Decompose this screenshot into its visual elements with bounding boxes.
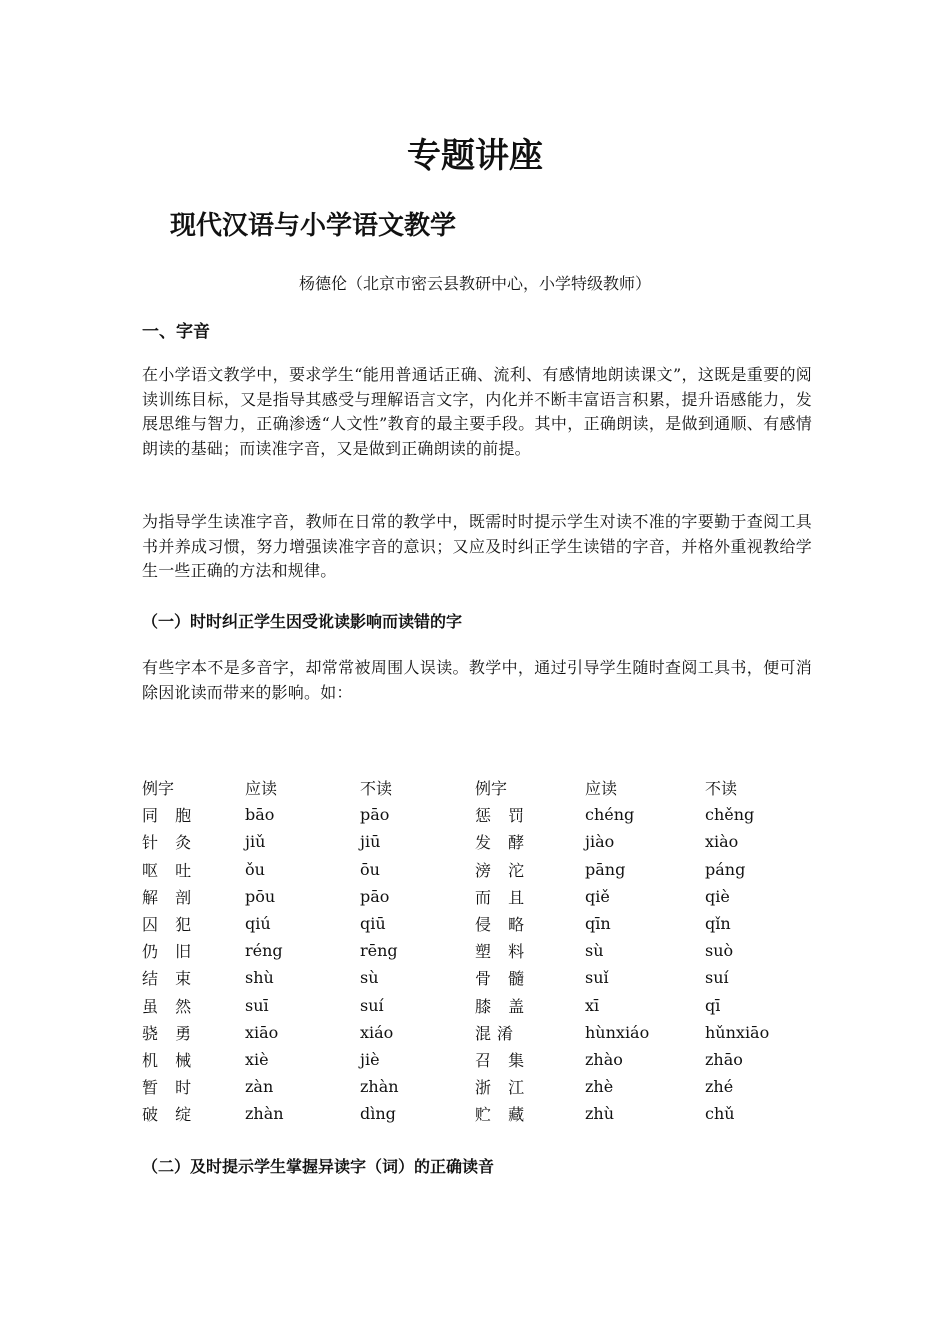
table-row: [142, 910, 815, 937]
incorrect-reading: jiū: [360, 832, 381, 852]
correct-reading: bāo: [245, 805, 275, 825]
incorrect-reading: suí: [360, 995, 384, 1015]
table-header-row: [142, 774, 815, 801]
section-heading-pronunciation: 一、字音: [142, 322, 210, 342]
example-word: 囚 犯: [142, 915, 198, 935]
incorrect-reading: chǔ: [705, 1104, 735, 1124]
incorrect-reading: zhàn: [360, 1077, 399, 1097]
example-word: 塑 料: [475, 942, 531, 962]
table-row: [142, 856, 815, 883]
correct-reading: pāng: [585, 859, 626, 879]
correct-reading: xiāo: [245, 1022, 279, 1042]
example-word: 骁 勇: [142, 1023, 198, 1043]
example-word: 浙 江: [475, 1078, 531, 1098]
incorrect-reading: qiū: [360, 914, 386, 934]
table-row: [142, 964, 815, 991]
table-row: [142, 883, 815, 910]
example-word: 惩 罚: [475, 806, 531, 826]
correct-reading: xī: [585, 995, 600, 1015]
incorrect-reading: rēng: [360, 941, 398, 961]
column-header-incorrect: 不读: [360, 779, 393, 799]
subheading-misreading: （一）时时纠正学生因受讹读影响而读错的字: [142, 612, 463, 631]
subheading-variant-readings: （二）及时提示学生掌握异读字（词）的正确读音: [142, 1157, 495, 1176]
example-word: 侵 略: [475, 915, 531, 935]
correct-reading: shù: [245, 968, 274, 988]
example-word: 针 灸: [142, 833, 198, 853]
document-title: 专题讲座: [407, 136, 543, 176]
table-row: [142, 937, 815, 964]
column-header-example: 例字: [142, 779, 175, 799]
incorrect-reading: sù: [360, 968, 379, 988]
incorrect-reading: dìng: [360, 1104, 396, 1124]
table-row: [142, 1046, 815, 1073]
table-row: [142, 1019, 815, 1046]
example-word: 破 绽: [142, 1105, 198, 1125]
correct-reading: zhù: [585, 1104, 615, 1124]
incorrect-reading: xiào: [705, 832, 739, 852]
document-subtitle: 现代汉语与小学语文教学: [170, 211, 457, 241]
incorrect-reading: chěng: [705, 805, 755, 825]
correct-reading: réng: [245, 941, 283, 961]
example-word: 发 酵: [475, 833, 531, 853]
incorrect-reading: pāo: [360, 805, 390, 825]
example-word: 解 剖: [142, 887, 198, 907]
table-row: [142, 992, 815, 1019]
correct-reading: suī: [245, 995, 269, 1015]
correct-reading: zhàn: [245, 1104, 284, 1124]
incorrect-reading: suí: [705, 968, 729, 988]
incorrect-reading: pāo: [360, 886, 390, 906]
correct-reading: qiú: [245, 914, 271, 934]
incorrect-reading: xiáo: [360, 1022, 394, 1042]
example-word: 同 胞: [142, 806, 198, 826]
correct-reading: qīn: [585, 914, 611, 934]
table-row: [142, 1100, 815, 1127]
incorrect-reading: zhāo: [705, 1049, 743, 1069]
correct-reading: jiǔ: [245, 832, 266, 852]
correct-reading: suǐ: [585, 968, 609, 988]
correct-reading: qiě: [585, 886, 610, 906]
example-word: 而 且: [475, 887, 531, 907]
correct-reading: sù: [585, 941, 604, 961]
column-header-correct: 应读: [245, 779, 278, 799]
incorrect-reading: jiè: [360, 1049, 380, 1069]
correct-reading: ǒu: [245, 859, 265, 879]
incorrect-reading: qī: [705, 995, 721, 1015]
paragraph-intro: 在小学语文教学中，要求学生“能用普通话正确、流利、有感情地朗读课文”，这既是重要的阅读训练目标，又是指导其感受与理解语言文字，内化并不断丰富语言积累，提升语感能力，发展思维与智力，正确渗透“人文性”教育的最主要手段。其中，正确朗读，是做到通顺、有感情朗读的基础；而读准字音，又是做到正确朗读的前提。: [142, 365, 812, 458]
example-word: 暂 时: [142, 1078, 198, 1098]
column-header-incorrect: 不读: [705, 779, 738, 799]
correct-reading: jiào: [585, 832, 615, 852]
correct-reading: zàn: [245, 1077, 274, 1097]
paragraph-guidance: 为指导学生读准字音，教师在日常的教学中，既需时时提示学生对读不准的字要勤于查阅工具书并养成习惯，努力增强读准字音的意识；又应及时纠正学生读错的字音，并格外重视教给学生一些正确的方法和规律。: [142, 512, 812, 580]
incorrect-reading: zhé: [705, 1077, 734, 1097]
example-word: 呕 吐: [142, 860, 198, 880]
example-word: 混淆: [475, 1023, 520, 1043]
correct-reading: zhè: [585, 1077, 614, 1097]
incorrect-reading: qiè: [705, 886, 730, 906]
example-word: 结 束: [142, 969, 198, 989]
example-word: 骨 髓: [475, 969, 531, 989]
incorrect-reading: hǔnxiāo: [705, 1022, 770, 1042]
example-word: 虽 然: [142, 996, 198, 1016]
author-line: 杨德伦（北京市密云县教研中心，小学特级教师）: [298, 274, 651, 293]
paragraph-misreading: 有些字本不是多音字，却常常被周围人误读。教学中，通过引导学生随时查阅工具书，便可消除因讹读而带来的影响。如：: [142, 658, 812, 702]
pronunciation-table: [142, 774, 815, 1127]
example-word: 召 集: [475, 1050, 531, 1070]
incorrect-reading: suò: [705, 941, 734, 961]
table-row: [142, 828, 815, 855]
example-word: 膝 盖: [475, 996, 531, 1016]
correct-reading: chéng: [585, 805, 635, 825]
correct-reading: pōu: [245, 886, 276, 906]
column-header-example: 例字: [475, 779, 508, 799]
example-word: 机 械: [142, 1050, 198, 1070]
example-word: 贮 藏: [475, 1105, 531, 1125]
table-row: [142, 801, 815, 828]
example-word: 仍 旧: [142, 942, 198, 962]
incorrect-reading: qǐn: [705, 914, 731, 934]
example-word: 滂 沱: [475, 860, 531, 880]
correct-reading: hùnxiáo: [585, 1022, 650, 1042]
incorrect-reading: ōu: [360, 859, 380, 879]
correct-reading: xiè: [245, 1049, 269, 1069]
table-row: [142, 1073, 815, 1100]
column-header-correct: 应读: [585, 779, 618, 799]
correct-reading: zhào: [585, 1049, 623, 1069]
incorrect-reading: páng: [705, 859, 746, 879]
